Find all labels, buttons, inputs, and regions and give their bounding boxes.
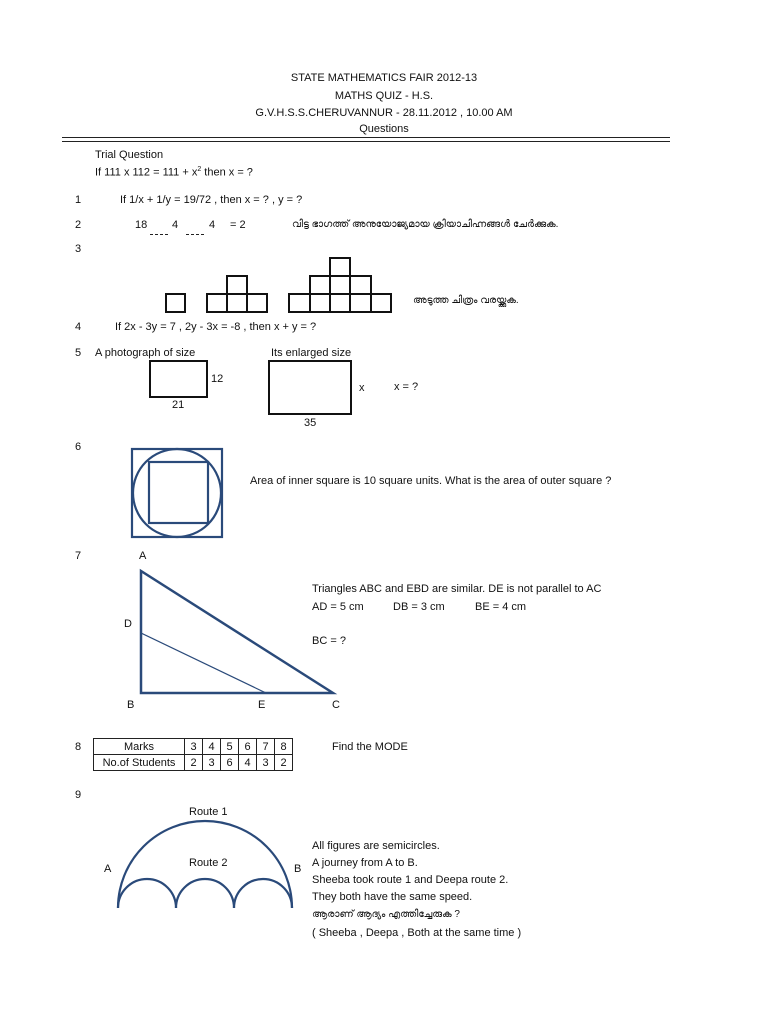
q7-triangle-abc — [141, 571, 333, 693]
q8-question: Find the MODE — [332, 741, 408, 753]
q7-vertex-e: E — [258, 699, 266, 711]
header-line-2: MATHS QUIZ - H.S. — [334, 90, 434, 102]
table-cell: 5 — [221, 739, 239, 755]
q5-width-small: 21 — [172, 399, 185, 411]
q4-number: 4 — [75, 321, 82, 333]
q4-text: If 2x - 3y = 7 , 2y - 3x = -8 , then x + y = ? — [115, 321, 317, 333]
q7-ad: AD = 5 cm — [312, 601, 364, 613]
q3-instruction: അടുത്ത ചിത്രം വരയ്ക്കുക. — [413, 295, 519, 306]
q7-vertex-c: C — [332, 699, 340, 711]
table-cell: 3 — [257, 755, 275, 771]
q7-number: 7 — [75, 550, 82, 562]
q9-route-2-arc-2 — [176, 879, 234, 908]
q3-pattern-1 — [166, 294, 185, 312]
table-row-label: No.of Students — [94, 755, 185, 771]
header-line-3: G.V.H.S.S.CHERUVANNUR - 28.11.2012 , 10.00 AM — [255, 107, 513, 119]
q9-route-2-arc-1 — [118, 879, 176, 908]
q9-semicircles — [118, 821, 292, 908]
q3-number: 3 — [75, 243, 82, 255]
table-cell: 2 — [185, 755, 203, 771]
q5-label-left: A photograph of size — [95, 347, 196, 359]
table-cell: 3 — [185, 739, 203, 755]
q7-vertex-d: D — [124, 618, 132, 630]
q7-segment-de — [141, 633, 266, 693]
q7-vertex-a: A — [139, 550, 147, 562]
q1-text: If 1/x + 1/y = 19/72 , then x = ? , y = ? — [120, 194, 303, 206]
q5-width-large: 35 — [304, 417, 317, 429]
q9-route-1-label: Route 1 — [189, 806, 228, 818]
q9-line-3: Sheeba took route 1 and Deepa route 2. — [312, 874, 509, 886]
q2-term-1: 18 — [135, 219, 148, 231]
q2-term-3: 4 — [209, 219, 216, 231]
q9-line-1: All figures are semicircles. — [312, 840, 440, 852]
header-line-1: STATE MATHEMATICS FAIR 2012-13 — [290, 72, 478, 84]
q9-point-b: B — [294, 863, 302, 875]
q6-inner-square — [149, 462, 208, 523]
q7-db: DB = 3 cm — [393, 601, 445, 613]
q5-large-rectangle — [269, 361, 351, 414]
q9-route-2-arc-3 — [234, 879, 292, 908]
table-cell: 6 — [221, 755, 239, 771]
q3-pattern-2 — [207, 276, 267, 312]
q5-number: 5 — [75, 347, 82, 359]
q9-point-a: A — [104, 863, 112, 875]
q9-route-2-label: Route 2 — [189, 857, 228, 869]
q5-height-small: 12 — [211, 373, 224, 385]
q5-height-large: x — [359, 382, 365, 394]
table-cell: 2 — [275, 755, 293, 771]
q5-label-right: Its enlarged size — [271, 347, 352, 359]
q9-number: 9 — [75, 789, 82, 801]
table-cell: 4 — [239, 755, 257, 771]
q7-question: BC = ? — [312, 635, 346, 647]
q5-question: x = ? — [394, 381, 419, 393]
q7-vertex-b: B — [127, 699, 135, 711]
header-line-4: Questions — [359, 123, 409, 135]
q2-instruction: വിട്ട ഭാഗത്ത് അനുയോജ്യമായ ക്രിയാചിഹ്നങ്ങൾ ചേർക്കുക. — [292, 219, 559, 230]
table-row-label: Marks — [94, 739, 185, 755]
q6-text: Area of inner square is 10 square units. What is the area of outer square ? — [250, 475, 612, 487]
q2-number: 2 — [75, 219, 82, 231]
q2-term-2: 4 — [172, 219, 179, 231]
q2-result: = 2 — [230, 219, 246, 231]
table-cell: 8 — [275, 739, 293, 755]
q9-line-6: ( Sheeba , Deepa , Both at the same time ) — [312, 927, 522, 939]
trial-question: If 111 x $112 = 111 + x^2$ then x = ? — [95, 166, 253, 179]
q9-line-4: They both have the same speed. — [312, 891, 473, 903]
q3-block-patterns — [166, 258, 391, 312]
q7-triangle — [141, 571, 333, 693]
table-cell: 3 — [203, 755, 221, 771]
q7-be: BE = 4 cm — [475, 601, 527, 613]
q9-route-1-arc — [118, 821, 292, 908]
q9-line-2: A journey from A to B. — [312, 857, 418, 869]
table-cell: 6 — [239, 739, 257, 755]
q8-number: 8 — [75, 741, 82, 753]
q6-number: 6 — [75, 441, 82, 453]
q6-figure — [132, 449, 222, 537]
table-cell: 7 — [257, 739, 275, 755]
q7-statement: Triangles ABC and EBD are similar. DE is not parallel to AC — [312, 583, 602, 595]
table-cell: 4 — [203, 739, 221, 755]
q9-line-5: ആരാണ് ആദ്യം എത്തിച്ചേരുക ? — [312, 909, 460, 920]
trial-label: Trial Question — [95, 149, 164, 161]
q5-small-rectangle — [150, 361, 207, 397]
q3-pattern-3 — [289, 258, 391, 312]
q1-number: 1 — [75, 194, 82, 206]
